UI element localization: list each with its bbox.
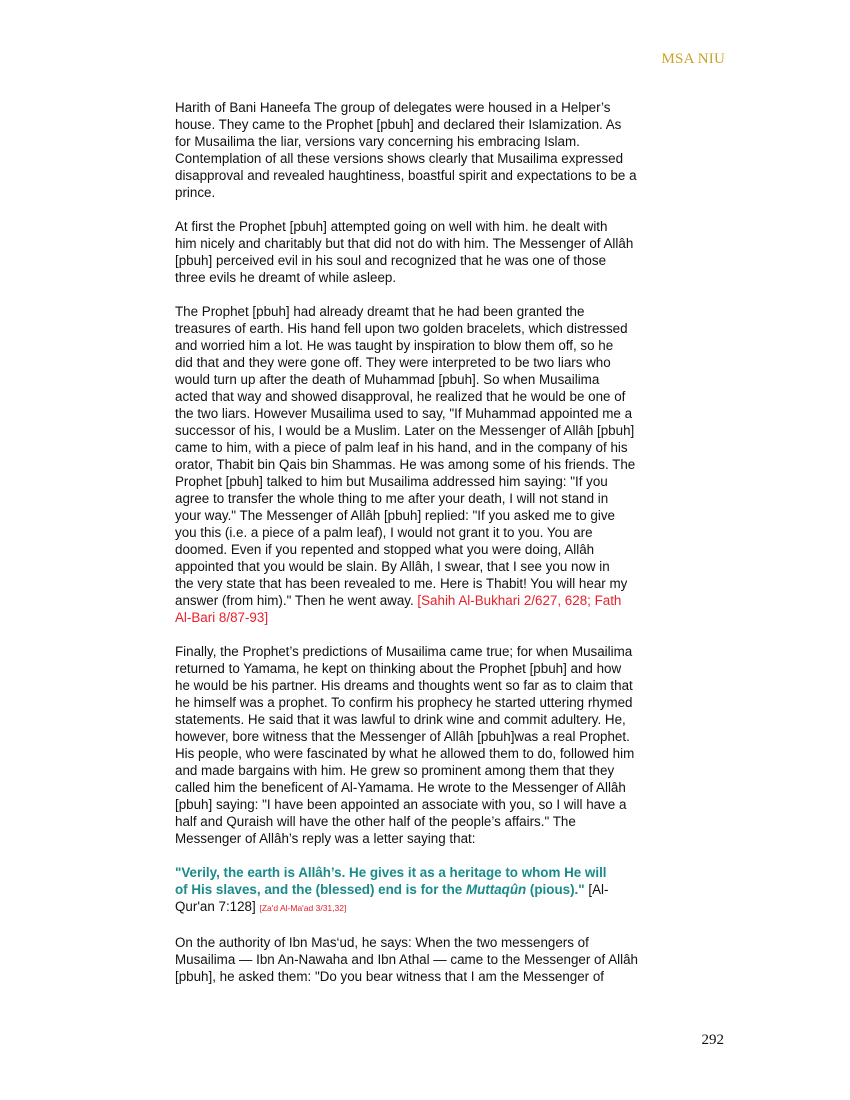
text-line: he would be his partner. His dreams and thoughts went so far as to claim that [175, 678, 633, 693]
text-line: three evils he dreamt of while asleep. [175, 270, 397, 285]
text-line: [pbuh] saying: "I have been appointed an associate with you, so I will have a [175, 797, 627, 812]
text-line: came to him, with a piece of palm leaf in his hand, and in the company of his [175, 440, 628, 455]
text-line: Harith of Bani Haneefa The group of delegates were housed in a Helper’s [175, 100, 611, 115]
paragraph-2 [175, 218, 735, 286]
text-line: for Musailima the liar, versions vary concerning his embracing Islam. [175, 134, 580, 149]
text-line: your way." The Messenger of Allâh [pbuh] replied: "If you asked me to give [175, 508, 615, 523]
text-line: appointed that you would be slain. By Allâh, I swear, that I see you now in [175, 559, 610, 574]
page-body [175, 99, 735, 1002]
text-line: Prophet [pbuh] talked to him but Musailima addressed him saying: "If you [175, 474, 608, 489]
quote-italic-term: Muttaqûn [465, 882, 527, 897]
citation-reference-continued: Al-Bari 8/87-93] [175, 610, 269, 625]
text-line: you this (i.e. a piece of a palm leaf), I would not grant it to you. You are [175, 525, 593, 540]
text-line: him nicely and charitably but that did not do with him. The Messenger of Allâh [175, 236, 634, 251]
text-line: the two liars. However Musailima used to say, "If Muhammad appointed me a [175, 406, 633, 421]
text-line: successor of his, I would be a Muslim. Later on the Messenger of Allâh [pbuh] [175, 423, 635, 438]
quran-quote [175, 864, 735, 917]
text-line: treasures of earth. His hand fell upon two golden bracelets, which distressed [175, 321, 628, 336]
text-line: called him the beneficent of Al-Yamama. He wrote to the Messenger of Allâh [175, 780, 626, 795]
text-line: did that and they were gone off. They were interpreted to be two liars who [175, 355, 611, 370]
text-line: Messenger of Allâh’s reply was a letter saying that: [175, 831, 476, 846]
text-line: and made bargains with him. He grew so prominent among them that they [175, 763, 615, 778]
quote-segment: of His slaves, and the (blessed) end is for the [175, 882, 466, 897]
text-line: however, bore witness that the Messenger of Allâh [pbuh]was a real Prophet. [175, 729, 630, 744]
text-line [175, 898, 735, 917]
quran-citation-continued: Qur'an 7:128] [175, 899, 260, 914]
text-line: would turn up after the death of Muhammad [pbuh]. So when Musailima [175, 372, 600, 387]
quote-line: "Verily, the earth is Allâh’s. He gives it as a heritage to whom He will [175, 865, 607, 880]
text-line: Finally, the Prophet’s predictions of Musailima came true; for when Musailima [175, 644, 633, 659]
text-line: acted that way and showed disapproval, he realized that he would be one of [175, 389, 626, 404]
text-line: Contemplation of all these versions shows clearly that Musailima expressed [175, 151, 624, 166]
paragraph-4 [175, 643, 735, 847]
page-number: 292 [701, 1032, 724, 1048]
text-line: house. They came to the Prophet [pbuh] and declared their Islamization. As [175, 117, 622, 132]
citation-reference: [Sahih Al-Bukhari 2/627, 628; Fath [417, 593, 622, 608]
text-line: At first the Prophet [pbuh] attempted going on well with him. he dealt with [175, 219, 608, 234]
text-segment: answer (from him)." Then he went away. [175, 593, 418, 608]
text-line: statements. He said that it was lawful to drink wine and commit adultery. He, [175, 712, 626, 727]
quote-text [175, 882, 585, 897]
text-line: half and Quraish will have the other half of the people’s affairs." The [175, 814, 576, 829]
text-line: His people, who were fascinated by what he allowed them to do, followed him [175, 746, 635, 761]
text-line: and worried him a lot. He was taught by inspiration to blow them off, so he [175, 338, 614, 353]
text-line: disapproval and revealed haughtiness, boastful spirit and expectations to be a [175, 168, 637, 183]
paragraph-3 [175, 303, 735, 626]
paragraph-5 [175, 934, 735, 985]
text-line: returned to Yamama, he kept on thinking about the Prophet [pbuh] and how [175, 661, 622, 676]
text-line: [pbuh], he asked them: "Do you bear witness that I am the Messenger of [175, 969, 605, 984]
running-header: MSA NIU [661, 51, 725, 67]
paragraph-1 [175, 99, 735, 201]
text-line: On the authority of Ibn Mas‘ud, he says: When the two messengers of [175, 935, 589, 950]
text-line: Musailima — Ibn An-Nawaha and Ibn Athal — came to the Messenger of Allâh [175, 952, 638, 967]
text-line: doomed. Even if you repented and stopped what you were doing, Allâh [175, 542, 595, 557]
citation-reference: [Za'd Al-Ma'ad 3/31,32] [259, 903, 347, 913]
text-line: agree to transfer the whole thing to me after your death, I will not stand in [175, 491, 609, 506]
quote-segment: (pious)." [526, 882, 585, 897]
text-line: he himself was a prophet. To confirm his prophecy he started uttering rhymed [175, 695, 633, 710]
text-line: prince. [175, 185, 216, 200]
quran-citation: [Al- [584, 882, 609, 897]
text-line: orator, Thabit bin Qais bin Shammas. He was among some of his friends. The [175, 457, 636, 472]
quote-line [175, 881, 735, 898]
text-line [175, 592, 735, 609]
text-line: [pbuh] perceived evil in his soul and recognized that he was one of those [175, 253, 607, 268]
text-line: The Prophet [pbuh] had already dreamt that he had been granted the [175, 304, 585, 319]
text-line: the very state that has been revealed to me. Here is Thabit! You will hear my [175, 576, 628, 591]
